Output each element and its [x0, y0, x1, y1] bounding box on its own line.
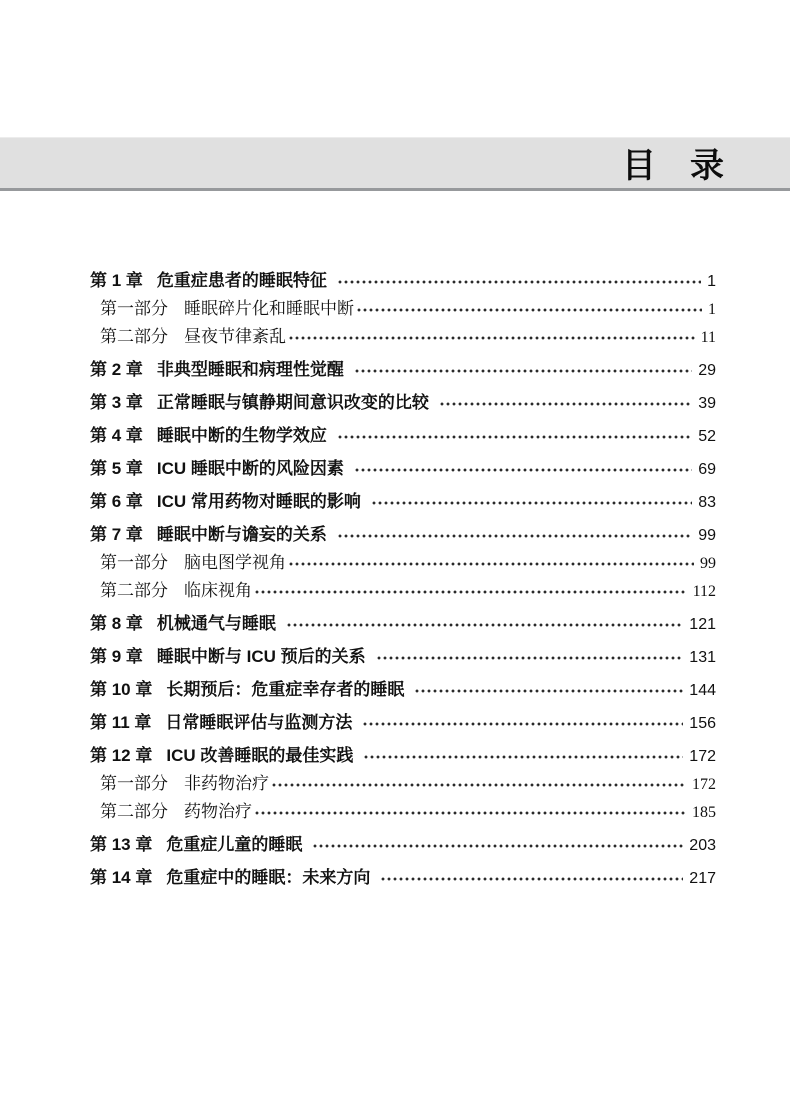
- toc-dot-leader: [363, 753, 683, 761]
- page-title: 目 录: [622, 147, 724, 185]
- toc-entry-label: 第 13 章: [90, 835, 153, 854]
- toc-entry: [90, 299, 716, 320]
- toc-dot-leader: [362, 720, 683, 728]
- toc-entry-title: 正常睡眠与镇静期间意识改变的比较: [156, 393, 429, 412]
- toc-dot-leader: [271, 781, 686, 789]
- toc-entry-label: 第二部分: [100, 327, 168, 346]
- toc-entry-label: 第 9 章: [90, 647, 143, 666]
- toc-entry-page-number: 99: [698, 527, 716, 544]
- toc-entry-label: 第 3 章: [90, 393, 143, 412]
- toc-entry-title: ICU 睡眠中断的风险因素: [156, 459, 344, 478]
- toc-entry-title: 昼夜节律紊乱: [184, 327, 286, 346]
- toc-entry-label: 第 14 章: [90, 868, 153, 887]
- toc-entry-page-number: 156: [689, 715, 716, 732]
- toc-dot-leader: [337, 433, 692, 441]
- toc-entry: [90, 647, 716, 668]
- toc-dot-leader: [312, 842, 683, 850]
- toc-dot-leader: [337, 278, 701, 286]
- toc-entry-label: 第 2 章: [90, 360, 143, 379]
- toc-entry-title: 非典型睡眠和病理性觉醒: [156, 360, 344, 379]
- toc-entry-label: 第 12 章: [90, 746, 153, 765]
- toc-entry-page-number: 112: [692, 583, 716, 600]
- toc-entry: [90, 327, 716, 348]
- toc-entry-title: 睡眠中断与谵妄的关系: [156, 525, 327, 544]
- toc-entry: [90, 271, 716, 292]
- toc-entry-page-number: 121: [689, 616, 716, 633]
- toc-entry-label: 第二部分: [100, 581, 168, 600]
- toc-entry-page-number: 1: [707, 273, 716, 290]
- toc-entry-title: 机械通气与睡眠: [156, 614, 276, 633]
- toc-entry-page-number: 185: [692, 804, 716, 821]
- toc-entry: [90, 492, 716, 513]
- toc-entry: [90, 713, 716, 734]
- toc-entry: [90, 426, 716, 447]
- toc-entry-title: 药物治疗: [184, 802, 252, 821]
- toc-entry-title: 长期预后：危重症幸存者的睡眠: [166, 680, 405, 699]
- toc-entry-label: 第 6 章: [90, 492, 143, 511]
- toc-dot-leader: [354, 367, 692, 375]
- toc-entry: [90, 525, 716, 546]
- toc-entry: [90, 774, 716, 795]
- toc-entry-page-number: 11: [700, 329, 716, 346]
- toc-dot-leader: [380, 875, 683, 883]
- toc-entry-title: ICU 改善睡眠的最佳实践: [166, 746, 354, 765]
- toc-entry-page-number: 144: [689, 682, 716, 699]
- toc-dot-leader: [414, 687, 683, 695]
- toc-entry-page-number: 217: [689, 870, 716, 887]
- page-header-band: [0, 137, 790, 191]
- toc-entry-label: 第 7 章: [90, 525, 143, 544]
- toc-dot-leader: [356, 306, 702, 314]
- toc-entry-title: ICU 常用药物对睡眠的影响: [156, 492, 361, 511]
- toc-entry: [90, 553, 716, 574]
- toc-entry-label: 第 11 章: [90, 713, 152, 732]
- toc-entry: [90, 680, 716, 701]
- toc-entry-title: 危重症儿童的睡眠: [166, 835, 303, 854]
- toc-entry: [90, 581, 716, 602]
- toc-entry: [90, 802, 716, 823]
- toc-entry-label: 第 1 章: [90, 271, 143, 290]
- toc-entry-label: 第一部分: [100, 299, 168, 318]
- toc-entry: [90, 835, 716, 856]
- toc-entry: [90, 459, 716, 480]
- toc-entry-page-number: 172: [689, 748, 716, 765]
- toc-entry: [90, 393, 716, 414]
- toc-entry: [90, 868, 716, 889]
- toc-entry-page-number: 203: [689, 837, 716, 854]
- toc-dot-leader: [439, 400, 692, 408]
- toc-entry-label: 第二部分: [100, 802, 168, 821]
- toc-entry-label: 第一部分: [100, 774, 168, 793]
- toc-entry-title: 睡眠中断的生物学效应: [156, 426, 327, 445]
- toc-dot-leader: [254, 588, 687, 596]
- toc-dot-leader: [286, 621, 683, 629]
- toc-entry-label: 第 10 章: [90, 680, 153, 699]
- toc-entry-label: 第 8 章: [90, 614, 143, 633]
- toc-entry: [90, 746, 716, 767]
- toc-entry-page-number: 131: [689, 649, 716, 666]
- toc-entry-label: 第一部分: [100, 553, 168, 572]
- toc-entry-page-number: 52: [698, 428, 716, 445]
- toc-entry-title: 非药物治疗: [184, 774, 269, 793]
- toc-entry-title: 脑电图学视角: [184, 553, 286, 572]
- table-of-contents: [90, 271, 716, 889]
- toc-dot-leader: [337, 532, 692, 540]
- toc-entry-page-number: 29: [698, 362, 716, 379]
- toc-entry-title: 日常睡眠评估与监测方法: [165, 713, 353, 732]
- toc-entry-label: 第 4 章: [90, 426, 143, 445]
- toc-entry-page-number: 172: [692, 776, 716, 793]
- toc-entry: [90, 360, 716, 381]
- toc-entry-title: 危重症患者的睡眠特征: [156, 271, 327, 290]
- toc-dot-leader: [254, 809, 686, 817]
- toc-entry-page-number: 99: [700, 555, 716, 572]
- toc-entry-page-number: 83: [698, 494, 716, 511]
- toc-dot-leader: [371, 499, 692, 507]
- toc-entry-title: 睡眠中断与 ICU 预后的关系: [156, 647, 366, 666]
- toc-entry-page-number: 39: [698, 395, 716, 412]
- toc-entry: [90, 614, 716, 635]
- toc-entry-page-number: 69: [698, 461, 716, 478]
- toc-entry-title: 临床视角: [184, 581, 252, 600]
- toc-dot-leader: [354, 466, 692, 474]
- toc-entry-label: 第 5 章: [90, 459, 143, 478]
- toc-dot-leader: [288, 560, 694, 568]
- toc-entry-page-number: 1: [708, 301, 716, 318]
- toc-dot-leader: [288, 334, 695, 342]
- toc-dot-leader: [376, 654, 684, 662]
- toc-entry-title: 睡眠碎片化和睡眠中断: [184, 299, 354, 318]
- toc-entry-title: 危重症中的睡眠：未来方向: [166, 868, 371, 887]
